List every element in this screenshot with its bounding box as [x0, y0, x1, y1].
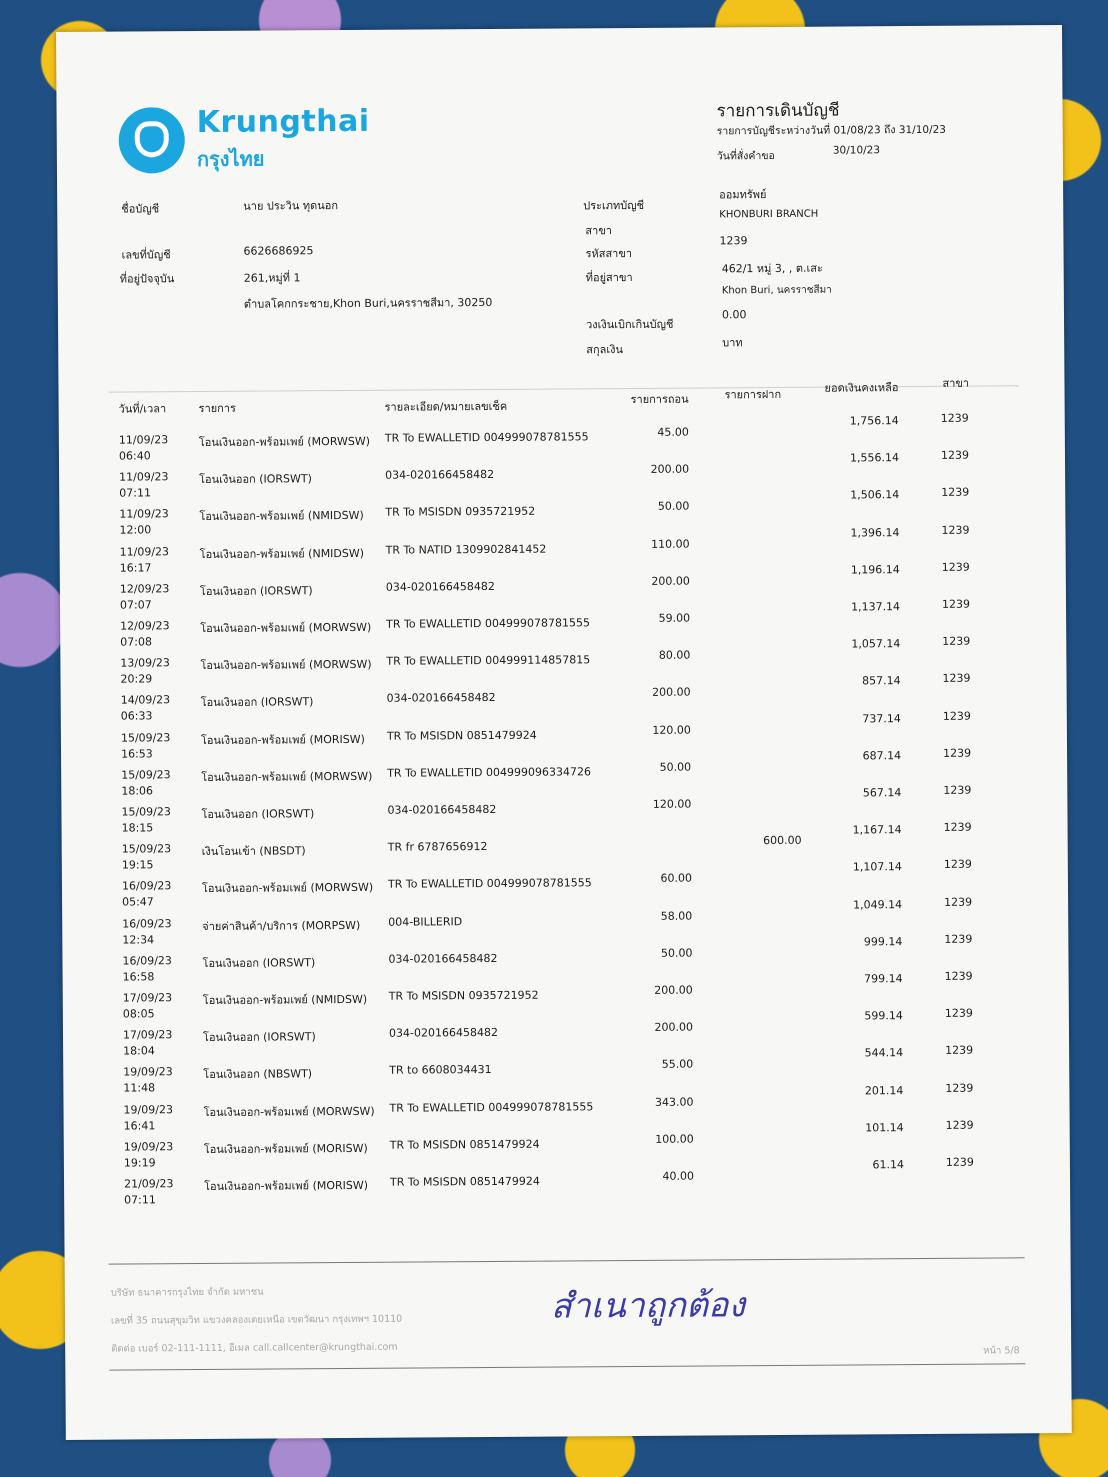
row-branch: 1239	[941, 523, 970, 537]
branch-address-label: ที่อยู่สาขา	[585, 270, 633, 285]
col-details: รายละเอียด/หมายเลขเช็ค	[384, 399, 508, 414]
row-branch: 1239	[942, 709, 971, 723]
row-branch: 1239	[943, 746, 972, 760]
footer-contact: ติดต่อ เบอร์ 02-111-1111, อีเมล call.callcenter@krungthai.com	[111, 1341, 398, 1355]
row-time: 18:06	[121, 784, 154, 798]
row-balance: 1,556.14	[849, 451, 900, 465]
row-description: โอนเงินออก (IORSWT)	[200, 695, 314, 710]
row-detail: TR To EWALLETID 004999078781555	[386, 616, 590, 631]
row-balance: 1,506.14	[850, 488, 900, 502]
footer-address: เลขที่ 35 ถนนสุขุมวิท แขวงคลองเตยเหนือ เขตวัฒนา กรุงเทพฯ 10110	[110, 1313, 403, 1327]
row-branch: 1239	[944, 932, 973, 946]
row-date: 11/09/23	[119, 507, 169, 521]
row-branch: 1239	[943, 783, 972, 797]
row-time: 16:41	[123, 1118, 156, 1133]
row-balance: 1,057.14	[851, 637, 901, 651]
row-description: โอนเงินออก-พร้อมเพย์ (MORISW)	[200, 732, 365, 747]
row-detail: 034-020166458482	[385, 468, 495, 482]
row-description: เงินโอนเข้า (NBSDT)	[201, 844, 306, 859]
account-number: 6626686925	[243, 244, 314, 258]
col-deposit: รายการฝาก	[724, 387, 782, 402]
row-description: โอนเงินออก-พร้อมเพย์ (NMIDSW)	[199, 546, 365, 561]
row-time: 07:08	[120, 635, 153, 649]
row-balance: 687.14	[862, 748, 902, 763]
row-branch: 1239	[943, 820, 972, 835]
row-description: โอนเงินออก-พร้อมเพย์ (NMIDSW)	[199, 509, 364, 524]
row-balance: 567.14	[862, 786, 902, 800]
row-branch: 1239	[945, 1081, 974, 1095]
row-branch: 1239	[943, 858, 972, 872]
row-date: 19/09/23	[123, 1065, 173, 1079]
row-balance: 1,107.14	[852, 860, 902, 874]
overdraft-value: 0.00	[721, 308, 747, 322]
address-line1: 261,หมู่ที่ 1	[243, 271, 301, 285]
row-withdrawal: 200.00	[650, 462, 690, 477]
row-balance: 1,049.14	[853, 897, 903, 912]
row-branch: 1239	[945, 1044, 974, 1058]
row-date: 21/09/23	[123, 1177, 174, 1191]
footer-company: บริษัท ธนาคารกรุงไทย จำกัด มหาชน	[110, 1286, 264, 1299]
row-date: 11/09/23	[118, 433, 169, 447]
row-date: 19/09/23	[123, 1140, 174, 1154]
row-branch: 1239	[940, 411, 969, 425]
row-time: 12:34	[122, 932, 155, 947]
row-withdrawal: 110.00	[651, 537, 690, 551]
handwritten-signature: สำเนาถูกต้อง	[550, 1285, 746, 1327]
row-withdrawal: 58.00	[660, 909, 693, 923]
col-datetime: วันที่/เวลา	[118, 402, 167, 416]
row-description: โอนเงินออก (IORSWT)	[202, 1030, 316, 1045]
row-detail: TR To MSISDN 0851479924	[386, 728, 537, 743]
address-label: ที่อยู่ปัจจุบัน	[119, 272, 175, 286]
row-detail: TR to 6608034431	[389, 1063, 492, 1078]
branch-address-line1: 462/1 หมู่ 3, , ต.เสะ	[721, 261, 823, 276]
row-withdrawal: 200.00	[652, 685, 691, 700]
row-withdrawal: 40.00	[662, 1169, 695, 1183]
branch-name: KHONBURI BRANCH	[719, 208, 819, 221]
row-withdrawal: 120.00	[652, 797, 692, 811]
row-balance: 799.14	[864, 972, 903, 986]
row-description: โอนเงินออก-พร้อมเพย์ (MORWSW)	[198, 434, 371, 450]
brand-name-th: กรุงไทย	[196, 146, 265, 172]
row-description: โอนเงินออก-พร้อมเพย์ (MORWSW)	[201, 881, 374, 896]
row-branch: 1239	[942, 672, 971, 686]
row-description: โอนเงินออก-พร้อมเพย์ (MORISW)	[203, 1141, 368, 1156]
row-detail: 034-020166458482	[386, 691, 496, 706]
row-time: 06:40	[118, 449, 151, 463]
row-branch: 1239	[944, 895, 973, 909]
row-date: 16/09/23	[122, 954, 172, 968]
row-date: 19/09/23	[123, 1102, 173, 1117]
row-detail: TR To NATID 1309902841452	[385, 542, 547, 557]
row-time: 07:11	[124, 1193, 156, 1207]
row-date: 15/09/23	[120, 730, 171, 745]
row-branch: 1239	[944, 1006, 973, 1021]
row-time: 19:19	[123, 1156, 156, 1170]
row-withdrawal: 80.00	[658, 648, 691, 662]
row-withdrawal: 50.00	[660, 946, 693, 960]
row-branch: 1239	[945, 1155, 974, 1169]
row-withdrawal: 343.00	[654, 1095, 694, 1109]
row-deposit: 600.00	[763, 834, 802, 848]
col-balance: ยอดเงินคงเหลือ	[824, 381, 899, 395]
row-description: โอนเงินออก (IORSWT)	[199, 472, 312, 487]
row-date: 16/09/23	[121, 879, 172, 893]
row-balance: 201.14	[864, 1083, 904, 1097]
row-date: 17/09/23	[122, 991, 173, 1005]
row-description: โอนเงินออก-พร้อมเพย์ (MORWSW)	[200, 657, 372, 673]
row-description: จ่ายค่าสินค้า/บริการ (MORPSW)	[202, 918, 361, 933]
address-line2: ตำบลโคกกระชาย,Khon Buri,นครราชสีมา, 30250	[243, 295, 493, 311]
row-detail: TR To MSISDN 0851479924	[389, 1174, 540, 1189]
row-time: 07:11	[119, 486, 151, 500]
col-withdrawal: รายการถอน	[630, 392, 689, 406]
statement-range: รายการบัญชีระหว่างวันที่ 01/08/23 ถึง 31/10/23	[716, 123, 946, 138]
row-withdrawal: 59.00	[658, 611, 691, 625]
row-date: 12/09/23	[120, 619, 170, 633]
row-withdrawal: 50.00	[659, 760, 692, 774]
row-detail: TR To EWALLETID 004999114857815	[386, 653, 591, 668]
row-detail: 034-020166458482	[388, 951, 498, 966]
row-withdrawal: 200.00	[651, 574, 690, 588]
branch-address-line2: Khon Buri, นครราชสีมา	[721, 284, 832, 297]
row-withdrawal: 100.00	[655, 1132, 694, 1146]
row-balance: 1,167.14	[852, 823, 902, 837]
currency-label: สกุลเงิน	[586, 343, 624, 357]
row-date: 11/09/23	[119, 544, 170, 559]
row-detail: TR To MSISDN 0935721952	[385, 505, 536, 520]
row-branch: 1239	[941, 560, 970, 574]
footer-divider-top	[109, 1257, 1025, 1264]
row-time: 16:53	[120, 746, 153, 761]
row-balance: 999.14	[863, 934, 903, 949]
row-date: 11/09/23	[119, 470, 169, 484]
row-date: 13/09/23	[120, 656, 170, 670]
footer-divider-bottom	[109, 1363, 1025, 1370]
row-detail: 004-BILLERID	[388, 914, 463, 929]
row-time: 16:58	[122, 970, 155, 984]
row-branch: 1239	[941, 597, 971, 611]
row-detail: 034-020166458482	[385, 579, 495, 594]
account-name-label: ชื่อบัญชี	[121, 202, 160, 216]
row-detail: 034-020166458482	[388, 1026, 498, 1040]
row-date: 15/09/23	[121, 805, 171, 819]
row-description: โอนเงินออก (IORSWT)	[199, 584, 313, 598]
row-time: 18:15	[121, 821, 154, 835]
row-description: โอนเงินออก-พร้อมเพย์ (MORISW)	[204, 1178, 369, 1193]
branch-code-label: รหัสสาขา	[585, 246, 633, 261]
row-branch: 1239	[944, 969, 973, 983]
account-number-label: เลขที่บัญชี	[121, 248, 171, 262]
row-withdrawal: 120.00	[652, 723, 691, 737]
row-balance: 1,756.14	[849, 414, 899, 428]
row-balance: 857.14	[862, 674, 901, 688]
row-description: โอนเงินออก-พร้อมเพย์ (MORWSW)	[201, 769, 373, 784]
row-detail: TR To EWALLETID 004999078781555	[387, 876, 592, 892]
row-time: 06:33	[120, 709, 153, 723]
account-type-label: ประเภทบัญชี	[583, 198, 645, 213]
row-balance: 737.14	[862, 711, 901, 725]
row-withdrawal: 50.00	[657, 499, 690, 514]
row-balance: 101.14	[865, 1120, 904, 1135]
account-type: ออมทรัพย์	[719, 188, 767, 202]
row-time: 11:48	[123, 1081, 156, 1095]
row-description: โอนเงินออก (IORSWT)	[201, 807, 315, 822]
row-withdrawal: 60.00	[660, 871, 692, 886]
row-withdrawal: 200.00	[654, 1020, 694, 1035]
row-branch: 1239	[942, 634, 971, 649]
row-date: 15/09/23	[121, 768, 171, 782]
row-date: 15/09/23	[121, 842, 172, 856]
row-description: โอนเงินออก (NBSWT)	[203, 1067, 313, 1082]
row-branch: 1239	[941, 486, 970, 500]
row-time: 08:05	[122, 1007, 155, 1021]
row-detail: TR To EWALLETID 004999078781555	[384, 430, 589, 445]
col-description: รายการ	[198, 401, 236, 416]
row-detail: TR fr 6787656912	[387, 840, 488, 854]
row-balance: 1,396.14	[850, 525, 900, 540]
row-description: โอนเงินออก-พร้อมเพย์ (NMIDSW)	[202, 992, 368, 1007]
branch-code: 1239	[719, 234, 748, 248]
row-detail: TR To EWALLETID 004999078781555	[389, 1099, 594, 1115]
row-time: 16:17	[119, 560, 152, 575]
row-withdrawal: 45.00	[657, 425, 689, 439]
row-time: 07:07	[119, 598, 152, 612]
row-time: 05:47	[122, 895, 154, 909]
row-branch: 1239	[945, 1118, 974, 1132]
row-withdrawal: 200.00	[654, 983, 693, 997]
row-description: โอนเงินออก (IORSWT)	[202, 956, 316, 970]
request-date-label: วันที่สั่งคำขอ	[716, 149, 775, 163]
row-date: 14/09/23	[120, 693, 171, 707]
statement-title: รายการเดินบัญชี	[716, 100, 840, 122]
row-balance: 599.14	[864, 1009, 903, 1023]
row-date: 12/09/23	[119, 582, 170, 596]
row-withdrawal: 55.00	[661, 1057, 694, 1072]
row-balance: 61.14	[872, 1158, 904, 1172]
request-date: 30/10/23	[832, 144, 881, 157]
row-detail: 034-020166458482	[387, 802, 497, 817]
row-description: โอนเงินออก-พร้อมเพย์ (MORWSW)	[203, 1104, 375, 1119]
row-time: 18:04	[123, 1044, 155, 1058]
overdraft-label: วงเงินเบิกเกินบัญชี	[586, 317, 674, 332]
currency-value: บาท	[722, 336, 743, 350]
krungthai-bird-icon	[119, 107, 185, 173]
row-balance: 1,196.14	[850, 562, 900, 577]
row-balance: 544.14	[864, 1046, 904, 1060]
row-date: 17/09/23	[122, 1028, 173, 1042]
brand-name-en: Krungthai	[196, 103, 370, 141]
statement-page	[56, 25, 1072, 1440]
row-time: 19:15	[121, 858, 154, 872]
row-branch: 1239	[940, 448, 970, 463]
row-time: 20:29	[120, 672, 153, 686]
row-time: 12:00	[119, 523, 152, 537]
branch-label: สาขา	[585, 224, 613, 238]
row-detail: TR To EWALLETID 004999096334726	[387, 765, 592, 780]
row-description: โอนเงินออก-พร้อมเพย์ (MORWSW)	[200, 620, 372, 636]
row-date: 16/09/23	[122, 916, 172, 931]
row-detail: TR To MSISDN 0935721952	[388, 988, 539, 1003]
page-number: หน้า 5/8	[983, 1345, 1020, 1357]
row-detail: TR To MSISDN 0851479924	[389, 1137, 540, 1152]
col-branch: สาขา	[942, 376, 970, 390]
row-balance: 1,137.14	[851, 600, 901, 614]
account-name: นาย ประวิน ทุดนอก	[243, 199, 339, 213]
